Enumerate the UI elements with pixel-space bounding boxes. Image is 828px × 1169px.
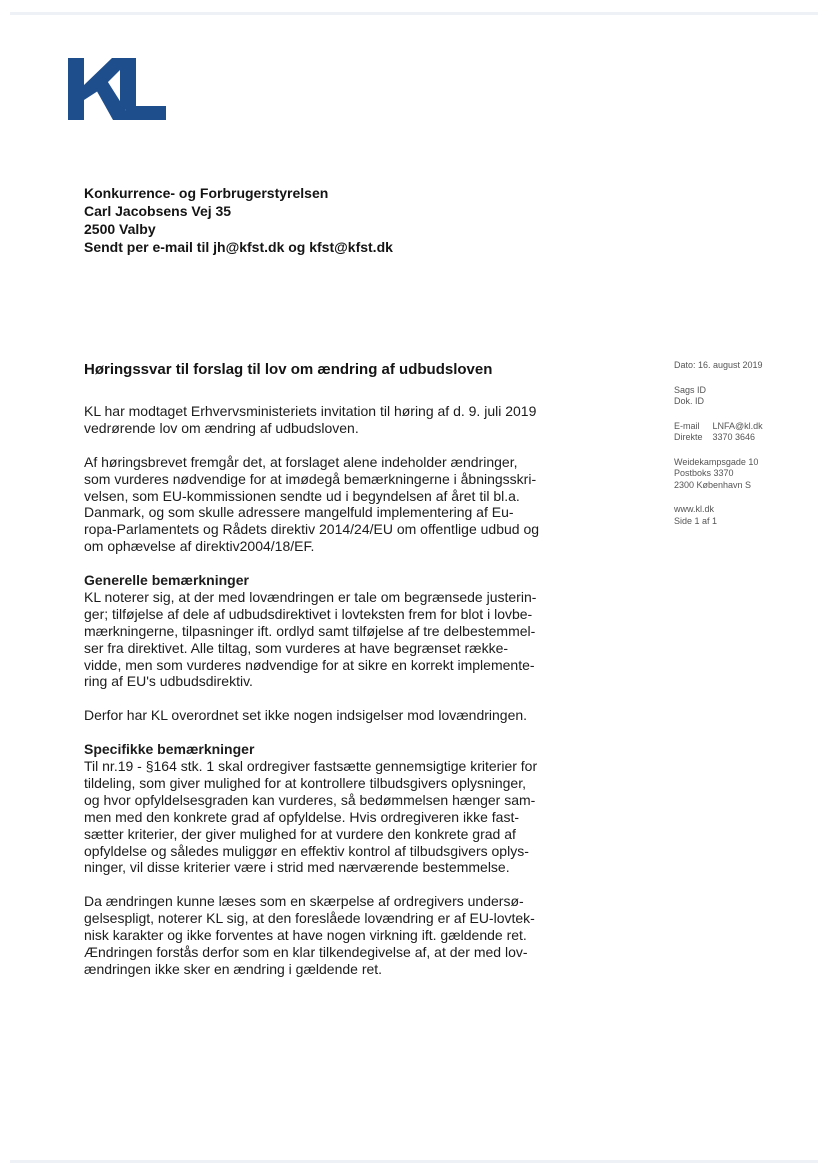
- letter-date: Dato: 16. august 2019: [674, 360, 763, 370]
- recipient-address: [84, 184, 504, 256]
- paragraph-conclusion: Derfor har KL overordnet set ikke nogen indsigelser mod lovændringen.: [84, 707, 528, 724]
- paragraph-general: KL noterer sig, at der med lovændringen er tale om begrænsede justerin- ger; tilføjelse af dele af udbudsdirektivet i lovteksten frem for blot i lovbe- mærkningerne, tilpasninger ift. ordlyd samt tilføjelse af tre delbestemmel- ser fra direktivet. Alle tiltag, som vurderes at have begrænset række- vidde, men som vurderes nødvendige for at sikre en korrekt implemente- ring af EU's udbudsdirektiv.: [84, 588, 537, 690]
- paragraph-specific: Til nr.19 - §164 stk. 1 skal ordregiver fastsætte gennemsigtige kriterier for tildeling, som giver mulighed for at kontrollere tilbudsgivers oplysninger, og hvor opfyldelsesgraden kan vurderes, så bedømmelsen hænger sam- men med den konkrete grad af opfyldelse. Hvis ordregiveren ikke fast- sætter kriterier, der giver mulighed for at vurdere den konkrete grad af opfyldelse og således muliggør en effektiv kontrol af tilbudsgivers oplys- ninger, vil disse kriterier være i strid med nærværende bestemmelse.: [84, 757, 538, 876]
- paragraph-interpretation: Da ændringen kunne læses som en skærpelse af ordregivers undersø- gelsespligt, noterer KL sig, at den foreslåede lovændring er af EU-lovtek- nisk karakter og ikke forventes at have nogen virkning ift. gældende ret. Ændringen forstås derfor som en klar tilkendegivelse af, at der med lov- ændringen ikke sker en ændring i gældende ret.: [84, 893, 535, 977]
- sender-pobox: Postboks 3370: [674, 468, 734, 478]
- sender-city: 2300 København S: [674, 479, 752, 490]
- paragraph-background: Af høringsbrevet fremgår det, at forslaget alene indeholder ændringer, som vurderes nødvendige for at imødegå bemærkningerne i åbningsskri- velsen, som EU-kommissionen sendte ud i begyndelsen af året til bl.a. Danmark, og som skulle adressere mangelfuld implementering af Eu- ropa-Parlamentets og Rådets direktiv 2014/24/EU om offentlige udbud og om ophævelse af direktiv2004/18/EF.: [84, 453, 540, 555]
- scan-edge-bottom: [10, 1160, 818, 1163]
- recipient-street: Carl Jacobsens Vej 35: [84, 203, 232, 219]
- page-number: Side 1 af 1: [674, 515, 718, 526]
- paragraph-intro: KL har modtaget Erhvervsministeriets invitation til høring af d. 9. juli 2019 vedrørende lov om ændring af udbudsloven.: [84, 403, 537, 436]
- email-value[interactable]: LNFA@kl.dk: [712, 420, 763, 431]
- direct-phone-value: 3370 3646: [712, 432, 756, 442]
- heading-general: Generelle bemærkninger: [84, 572, 249, 589]
- sender-website[interactable]: www.kl.dk: [674, 504, 715, 514]
- doc-id-label: Dok. ID: [674, 396, 705, 406]
- letter-title: Høringssvar til forslag til lov om ændring af udbudsloven: [84, 361, 493, 378]
- email-label: E-mail: [674, 420, 700, 431]
- scan-edge-top: [10, 12, 818, 15]
- sender-street: Weidekampsgade 10: [674, 456, 759, 467]
- recipient-email-note: Sendt per e-mail til jh@kfst.dk og kfst@kfst.dk: [84, 239, 393, 255]
- recipient-city: 2500 Valby: [84, 221, 156, 237]
- direct-phone-label: Direkte: [674, 432, 703, 442]
- kl-logo: [68, 58, 166, 120]
- letter-sidebar: [674, 360, 814, 540]
- case-id-label: Sags ID: [674, 384, 707, 395]
- letter-body: [84, 403, 574, 995]
- recipient-name: Konkurrence- og Forbrugerstyrelsen: [84, 185, 329, 201]
- heading-specific: Specifikke bemærkninger: [84, 741, 255, 758]
